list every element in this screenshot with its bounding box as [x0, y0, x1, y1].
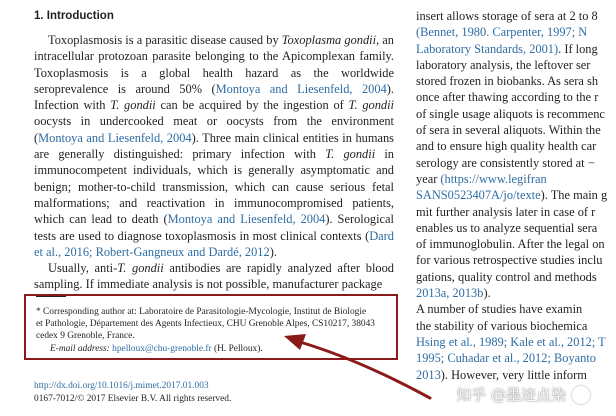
text-line	[416, 269, 616, 285]
citation-link[interactable]: (https://www.legifran	[440, 171, 547, 186]
right-column	[416, 8, 616, 383]
text-run: ). The main g	[540, 188, 608, 203]
text-line	[416, 204, 616, 220]
citation-link[interactable]: SANS0523407A/jo/texte	[416, 188, 541, 203]
citation-link[interactable]: 1995; Cuhadar et al., 2012; Boyanto	[416, 351, 596, 366]
text-line	[416, 24, 616, 40]
text-line	[416, 350, 616, 366]
text-line	[416, 252, 616, 268]
text-run: once after thawing according to the r	[416, 90, 599, 105]
italic-species-name: T. gondii	[110, 98, 156, 113]
text-run: Usually, anti-	[48, 261, 118, 276]
email-owner: (H. Pelloux).	[214, 343, 263, 354]
text-run: serology are consistently stored at −	[416, 155, 595, 170]
text-run: oocysts in undercooked meat or oocysts from the environment (	[34, 114, 394, 145]
text-run: year	[416, 171, 441, 186]
text-run: can be acquired by the ingestion of	[155, 98, 349, 113]
watermark-badge-icon	[572, 386, 590, 404]
text-run: A number of studies have examin	[416, 302, 583, 317]
text-run: , an intracellular protozoan parasite belonging to the Apicomplexan family. Toxoplasmosis is a global health hazard as the worldwide seroprevalence is around 50% (	[34, 33, 394, 96]
text-run: antibodies are rapidly analyzed after blood sampling. If immediate analysis is not possible, manufacturer package	[34, 261, 394, 292]
text-line	[416, 171, 616, 187]
italic-species-name: Toxoplasma gondii	[281, 33, 377, 47]
text-line	[416, 220, 616, 236]
email-label: E-mail address:	[50, 343, 110, 354]
citation-link[interactable]: Montoya and Liesenfeld, 2004	[167, 212, 326, 227]
text-run: of single usage aliquots is recommenc	[416, 106, 605, 121]
text-line	[416, 73, 616, 89]
italic-species-name: T. gondii	[325, 147, 376, 162]
text-run: of sera in several aliquots. Within the	[416, 123, 601, 138]
text-line	[416, 334, 616, 350]
citation-link[interactable]: Dard et al., 2016; Robert-Gangneux and Dardé, 2012	[34, 228, 394, 259]
text-run: ). Three main clinical entities in humans are generally distinguished: primary infection with	[34, 130, 394, 162]
text-run: insert allows storage of sera at 2 to 8	[416, 9, 598, 23]
text-line	[416, 285, 616, 301]
corresponding-author-footnote	[36, 306, 396, 355]
text-line	[416, 89, 616, 105]
footnote-marker: *	[36, 307, 41, 317]
citation-link[interactable]: Laboratory Standards, 2001)	[416, 41, 559, 56]
text-line	[416, 187, 616, 203]
zhihu-watermark	[456, 384, 590, 405]
email-link[interactable]: hpelloux@chu-grenoble.fr	[112, 343, 212, 354]
footnote-line-3: cedex 9 Grenoble, France.	[36, 331, 135, 342]
text-run: ). Serological tests are used to diagnose toxoplasmosis in most clinical contexts (	[34, 212, 394, 243]
text-run: ).	[269, 244, 277, 259]
citation-link[interactable]: Hsing et al., 1989; Kale et al., 2012; T	[416, 334, 606, 349]
text-line	[416, 106, 616, 122]
text-line	[416, 138, 616, 154]
doi-link[interactable]: http://dx.doi.org/10.1016/j.mimet.2017.01.003	[34, 381, 209, 391]
text-line	[416, 236, 616, 252]
text-line	[416, 122, 616, 138]
citation-link[interactable]: Montoya and Liesenfeld, 2004	[38, 130, 192, 145]
italic-species-name: T. gondii	[348, 98, 394, 113]
text-line	[416, 301, 616, 317]
text-line	[416, 318, 616, 334]
text-run: . If long	[558, 41, 598, 56]
citation-link[interactable]: (Bennet, 1980. Carpenter, 1997; N	[416, 25, 588, 40]
copyright-notice: 0167-7012/© 2017 Elsevier B.V. All rights reserved.	[34, 393, 232, 404]
section-heading: 1. Introduction	[34, 10, 114, 22]
right-column-lines	[416, 8, 616, 383]
text-run: stored frozen in biobanks. As sera sh	[416, 74, 599, 89]
text-run: ).	[483, 286, 491, 301]
intro-paragraph-1	[34, 32, 394, 260]
footnote-line-2: et Pathologie, Département des Agents Infectieux, CHU Grenoble Alpes, CS10217, 38043	[36, 319, 375, 330]
text-run: ). However, very little inform	[440, 367, 587, 382]
intro-paragraph-2	[34, 260, 394, 293]
text-run: for various retrospective studies inclu	[416, 253, 603, 268]
text-run: and to ensure high quality health car	[416, 139, 597, 154]
text-line	[416, 57, 616, 73]
text-line	[416, 367, 616, 383]
citation-link[interactable]: 2013	[416, 367, 441, 382]
text-run: mit further analysis later in case of r	[416, 204, 596, 219]
italic-species-name: T. gondii	[117, 261, 164, 276]
text-run: the stability of various biochemica	[416, 318, 588, 333]
left-column	[34, 8, 394, 293]
text-run: ). Infection with	[34, 81, 394, 113]
text-run: Toxoplasmosis is a parasitic disease caused by	[48, 33, 282, 47]
article-footer	[34, 380, 231, 405]
footnote-line-1	[36, 306, 396, 318]
citation-link[interactable]: 2013a, 2013b	[416, 286, 484, 301]
text-run: of immunoglobulin. After the legal on	[416, 237, 605, 252]
text-line	[416, 8, 616, 24]
text-run: in immunocompetent individuals, which is generally asymptomatic and benign; mother-to-child transmission, which can cause serious fetal malformations; and reactivation in immunocompromised patients, which can lead to death (	[34, 147, 394, 227]
footnote-text-1: Corresponding author at: Laboratoire de Parasitologie-Mycologie, Institut de Biologie	[43, 307, 367, 317]
text-line	[416, 155, 616, 171]
citation-link[interactable]: Montoya and Liesenfeld, 2004	[215, 81, 387, 96]
text-run: laboratory analysis, the leftover ser	[416, 57, 591, 72]
text-run: enables us to analyze sequential sera	[416, 220, 598, 235]
text-line	[416, 41, 616, 57]
text-run: gations, quality control and methods	[416, 269, 597, 284]
footnote-email-line	[36, 343, 396, 355]
watermark-text: 知乎 @墨迹点染	[456, 386, 566, 404]
